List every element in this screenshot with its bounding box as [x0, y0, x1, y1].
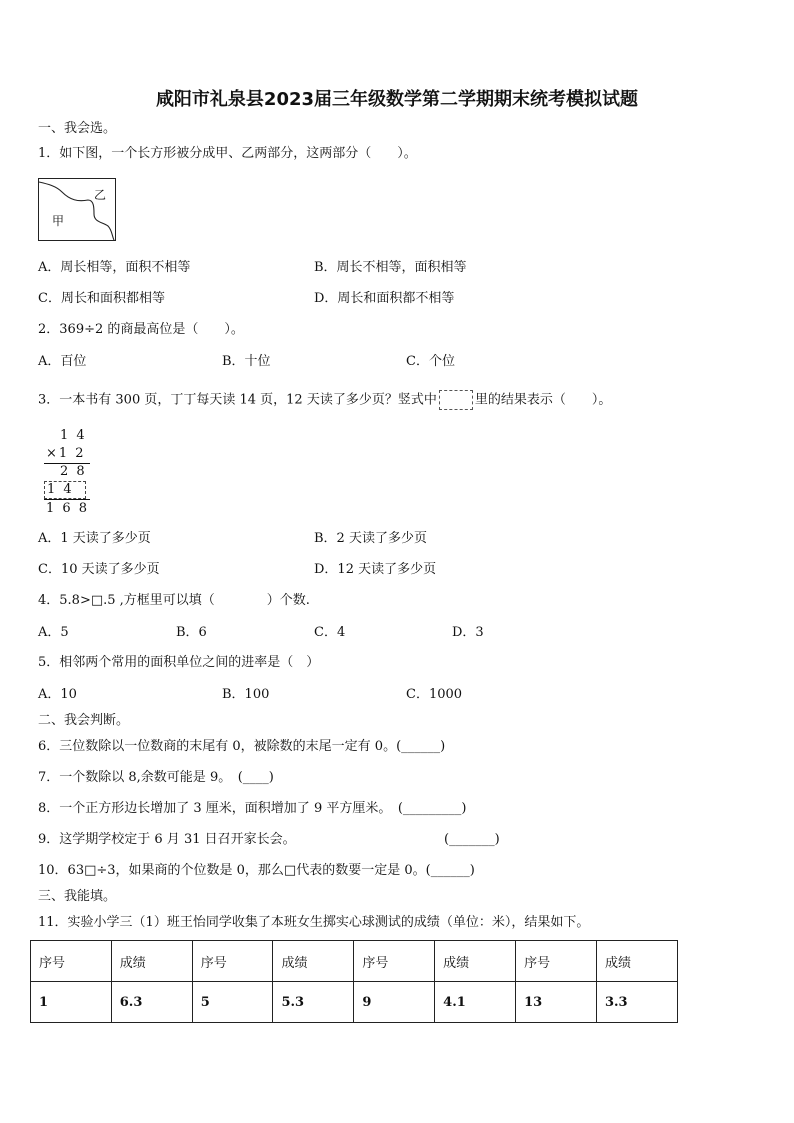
q3-text-before: 3．一本书有 300 页，丁丁每天读 14 页，12 天读了多少页？竖式中 [38, 392, 437, 408]
section-heading-choose: 一、我会选。 [38, 121, 117, 136]
table-cell: 13 [516, 982, 597, 1023]
calc-line-3: 2 8 [60, 464, 87, 479]
q3-text-after: 里的结果表示（ ）。 [474, 392, 612, 408]
q3-option-c: C．10 天读了多少页 [38, 562, 160, 577]
question-2: 2．369÷2 的商最高位是（ ）。 [38, 322, 244, 337]
question-11: 11．实验小学三（1）班王怡同学收集了本班女生掷实心球测试的成绩（单位：米），结果如下。 [38, 915, 590, 930]
question-9: 9．这学期学校定于 6 月 31 日召开家长会。 [38, 832, 296, 847]
table-cell: 3.3 [596, 982, 677, 1023]
table-header-cell: 成绩 [273, 941, 354, 982]
calc-line-1: 1 4 [60, 428, 87, 443]
question-8: 8．一个正方形边长增加了 3 厘米，面积增加了 9 平方厘米。 (_________) [38, 801, 467, 816]
question-5: 5．相邻两个常用的面积单位之间的进率是（ ） [38, 655, 320, 670]
q5-option-a: A．10 [38, 687, 77, 702]
table-header-cell: 序号 [192, 941, 273, 982]
calc-line-4: 1 4 [47, 482, 74, 497]
table-header-row [31, 941, 678, 982]
table-header-cell: 序号 [516, 941, 597, 982]
q1-option-b: B．周长不相等，面积相等 [314, 260, 467, 275]
scores-table [30, 940, 678, 1023]
question-9-answer-blank: (_______) [444, 832, 500, 847]
section-heading-fill: 三、我能填。 [38, 889, 117, 904]
q4-option-b: B．6 [176, 625, 207, 640]
calc-line-5: 1 6 8 [46, 501, 90, 516]
q3-option-d: D．12 天读了多少页 [314, 562, 437, 577]
label-yi: 乙 [94, 188, 107, 202]
q3-inline-dashed-box [439, 390, 473, 410]
label-jia: 甲 [52, 214, 65, 228]
table-cell: 1 [31, 982, 112, 1023]
question-4: 4．5.8>□.5 ,方框里可以填（ ）个数. [38, 593, 310, 608]
q4-option-a: A．5 [38, 625, 69, 640]
q5-option-c: C．1000 [406, 687, 463, 702]
q3-option-a: A．1 天读了多少页 [38, 531, 151, 546]
q1-option-a: A．周长相等，面积不相等 [38, 260, 191, 275]
question-10: 10．63□÷3，如果商的个位数是 0，那么□代表的数要一定是 0。(______) [38, 863, 475, 878]
table-cell: 5.3 [273, 982, 354, 1023]
q4-option-d: D．3 [452, 625, 484, 640]
q3-option-b: B．2 天读了多少页 [314, 531, 427, 546]
table-header-cell: 成绩 [435, 941, 516, 982]
q4-option-c: C．4 [314, 625, 346, 640]
table-row [31, 982, 678, 1023]
table-header-cell: 序号 [354, 941, 435, 982]
q1-option-d: D．周长和面积都不相等 [314, 291, 455, 306]
question-3 [38, 390, 611, 410]
section-heading-judge: 二、我会判断。 [38, 713, 130, 728]
table-cell: 5 [192, 982, 273, 1023]
q2-option-a: A．百位 [38, 354, 87, 369]
table-header-cell: 成绩 [111, 941, 192, 982]
table-cell: 6.3 [111, 982, 192, 1023]
q5-option-b: B．100 [222, 687, 270, 702]
calc-rule-2 [44, 499, 90, 500]
figure-rectangle-split [38, 178, 116, 241]
table-header-cell: 序号 [31, 941, 112, 982]
calc-line-2: ×1 2 [46, 446, 86, 461]
question-1: 1．如下图，一个长方形被分成甲、乙两部分，这两部分（ ）。 [38, 146, 417, 161]
table-cell: 9 [354, 982, 435, 1023]
table-header-cell: 成绩 [596, 941, 677, 982]
question-6: 6．三位数除以一位数商的末尾有 0，被除数的末尾一定有 0。(______) [38, 739, 446, 754]
q2-option-c: C．个位 [406, 354, 455, 369]
question-7: 7．一个数除以 8,余数可能是 9。 (____) [38, 770, 274, 785]
q1-option-c: C．周长和面积都相等 [38, 291, 165, 306]
table-cell: 4.1 [435, 982, 516, 1023]
q2-option-b: B．十位 [222, 354, 271, 369]
page-title: 咸阳市礼泉县2023届三年级数学第二学期期末统考模拟试题 [155, 89, 639, 110]
